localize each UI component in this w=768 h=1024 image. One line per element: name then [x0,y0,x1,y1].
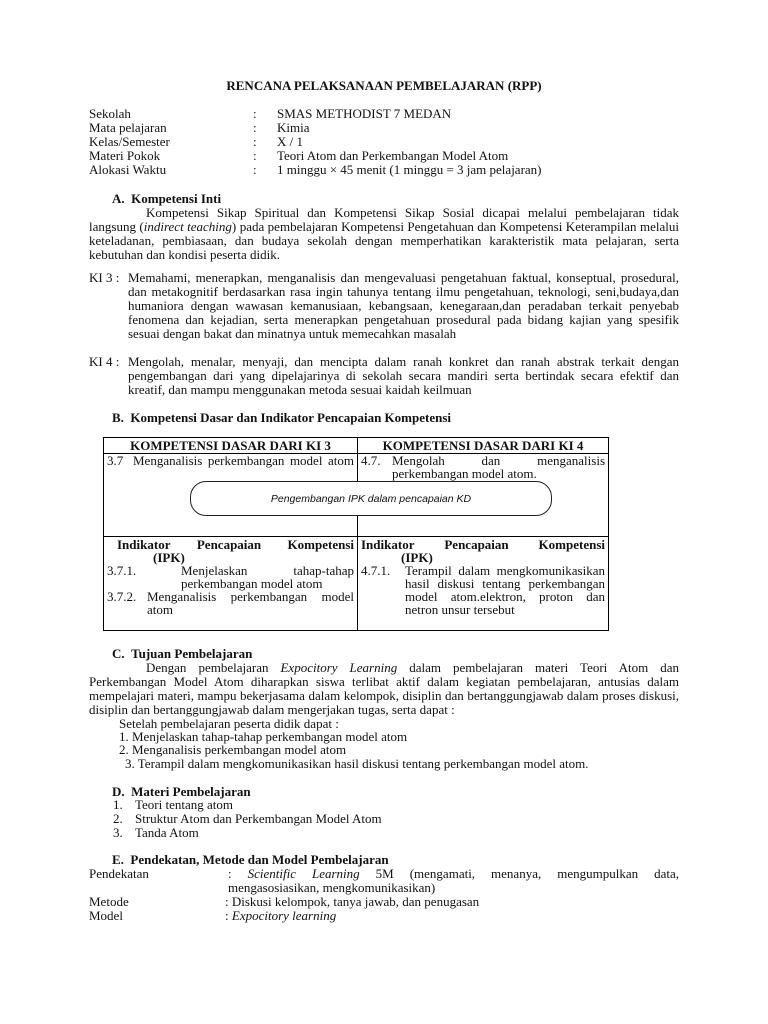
identity-value: Teori Atom dan Perkembangan Model Atom [277,148,509,163]
materi-text-2: Struktur Atom dan Perkembangan Model Atom [135,811,382,826]
identity-label: Alokasi Waktu [89,162,167,177]
identity-row-kelas-semester [89,135,689,149]
metode-text: : Diskusi kelompok, tanya jawab, dan penugasan [225,894,480,909]
ki4-text: Mengolah, menalar, menyaji, dan mencipta dalam ranah konkret dan ranah abstrak terkait dengan pengembangan dari yang dipelajarinya di sekolah secara mandiri serta bertindak secara efektif dan kreatif, dan mampu menggunakan metoda sesuai kaidah keilmuan [128,354,679,397]
identity-colon: : [253,106,257,121]
materi-number: 3. [113,825,123,840]
materi-item-1 [113,798,123,812]
ipk-text: Menjelaskan tahap-tahap perkembangan model atom [181,563,354,591]
ipk4-cell [358,537,609,631]
ipk-heading-word: Kompetensi [538,537,605,552]
materi-item-2 [113,812,123,826]
ki3-label: KI 3 : [89,270,120,285]
model-colon: : [225,908,232,923]
model-text [225,909,679,923]
identity-row-mata-pelajaran [89,121,689,135]
identity-colon: : [253,134,257,149]
ipk4-heading-abbr: (IPK) [401,550,433,565]
kd3-text: Menganalisis perkembangan model atom [133,453,354,468]
metode-label: Metode [89,894,129,909]
ipk3-heading [107,538,354,551]
kd3-number: 3.7 [107,453,124,468]
section-c-heading: C. Tujuan Pembelajaran [112,646,253,661]
paragraph-text: ) pada pembelajaran Kompetensi Pengetahuan dan Kompetensi Keterampilan melalui keteladanan, pembiasaan, dan budaya sekolah dengan memperhatikan karakteristik mata pelajaran, serta kebutuhan dan kondisi peserta didik. [89,219,679,262]
identity-label: Materi Pokok [89,148,161,163]
section-a-paragraph [89,206,679,262]
section-b-heading: B. Kompetensi Dasar dan Indikator Pencapaian Kompetensi [112,410,452,425]
identity-label: Sekolah [89,106,131,121]
pendekatan-text [228,867,679,895]
kd4-number: 4.7. [361,453,381,468]
kd4-text: Mengolah dan menganalisis perkembangan model atom. [392,453,605,481]
pendekatan-description: 5M (mengamati, menanya, mengumpulkan data, mengasosiasikan, mengkomunikasikan) [228,866,679,895]
identity-colon: : [253,162,257,177]
ipk3-cell [104,537,358,631]
section-c-intro: Setelah pembelajaran peserta didik dapat : [119,716,339,731]
ipk3-item-2 [107,590,354,616]
materi-text-3: Tanda Atom [135,825,199,840]
ipk-heading-word: Pencapaian [196,537,262,552]
section-c-item-2: 2. Menganalisis perkembangan model atom [119,742,347,757]
kd-table [103,437,609,631]
ipk4-item-1 [361,564,605,616]
materi-text-1: Teori tentang atom [135,797,234,812]
materi-number: 2. [113,811,123,826]
ipk-heading-word: Indikator [117,537,171,552]
section-e-heading: E. Pendekatan, Metode dan Model Pembelajaran [112,852,389,867]
identity-colon: : [253,120,257,135]
identity-value: X / 1 [277,134,303,149]
section-c-item-3: 3. Terampil dalam mengkomunikasikan hasil diskusi tentang perkembangan model atom. [125,756,589,771]
ipk-heading-word: Pencapaian [444,537,509,552]
section-c-item-1: 1. Menjelaskan tahap-tahap perkembangan model atom [119,729,408,744]
identity-row-materi-pokok [89,149,689,163]
identity-value: 1 minggu × 45 menit (1 minggu = 3 jam pelajaran) [277,162,542,177]
paragraph-text: dalam pembelajaran materi Teori Atom dan Perkembangan Model Atom diharapkan siswa terlibat aktif dalam kegiatan pembelajaran, antusias dalam mempelajari materi, mampu bekerjasama dalam kelompok, disiplin dan bertanggungjawab dalam proses diskusi, disiplin dan bertanggungjawab dalam mengerjakan tugas, serta dapat : [89,660,679,717]
ipk3-heading-abbr: (IPK) [153,550,185,565]
ipk-number: 3.7.2. [107,589,137,604]
section-a-heading: A. Kompetensi Inti [112,191,222,206]
materi-item-3 [113,826,123,840]
document-title: RENCANA PELAKSANAAN PEMBELAJARAN (RPP) [226,78,542,93]
identity-label: Kelas/Semester [89,134,170,149]
model-label: Model [89,908,123,923]
ki4-label: KI 4 : [89,354,120,369]
model-emphasis: Expocitory learning [231,908,337,923]
kd4-item [361,454,605,480]
ipk-text: Terampil dalam mengkomunikasikan hasil diskusi tentang perkembangan model atom.elektron, proton dan netron unsur tersebut [405,563,605,617]
ipk4-heading [361,538,605,551]
ipk-text: Menganalisis perkembangan model atom [147,589,354,617]
pendekatan-colon: : [228,866,232,881]
ipk-heading-word: Indikator [361,537,415,552]
identity-colon: : [253,148,257,163]
kd3-item [107,454,354,467]
ipk-heading-word: Kompetensi [287,537,354,552]
ki3-text: Memahami, menerapkan, menganalisis dan mengevaluasi pengetahuan faktual, konseptual, prosedural, dan metakognitif berdasarkan rasa ingin tahunya tentang ilmu pengetahuan, teknologi, seni,budaya,dan humaniora dengan wawasan kemanusiaan, kebangsaan, kenegaraan,dan peradaban terkait penyebab fenomena dan kejadian, serta menerapkan pengetahuan prosedural pada bidang kajian yang spesifik sesuai dengan bakat dan minatnya untuk memecahkan masalah [128,270,679,341]
identity-row-sekolah [89,107,689,121]
identity-row-alokasi-waktu [89,163,689,177]
ipk-number: 3.7.1. [107,563,137,578]
paragraph-text: Kompetensi Sikap Spiritual dan Kompetensi Sikap Sosial dicapai melalui pembelajaran tidak langsung ( [89,205,679,234]
pendekatan-emphasis: Scientific Learning [247,866,360,881]
paragraph-emphasis: indirect teaching [143,219,232,234]
identity-value: Kimia [277,120,310,135]
identity-label: Mata pelajaran [89,120,167,135]
identity-value: SMAS METHODIST 7 MEDAN [277,106,452,121]
kd4-header: KOMPETENSI DASAR DARI KI 4 [358,438,609,454]
ipk3-item-1 [107,564,354,590]
pendekatan-label: Pendekatan [89,866,149,881]
kd3-header: KOMPETENSI DASAR DARI KI 3 [104,438,358,454]
ipk-development-callout: Pengembangan IPK dalam pencapaian KD [190,481,552,516]
section-c-paragraph [89,661,679,717]
materi-number: 1. [113,797,123,812]
paragraph-text: Dengan pembelajaran [146,660,281,675]
section-d-heading: D. Materi Pembelajaran [112,784,251,799]
paragraph-emphasis: Expocitory Learning [280,660,398,675]
ipk-number: 4.7.1. [361,563,391,578]
